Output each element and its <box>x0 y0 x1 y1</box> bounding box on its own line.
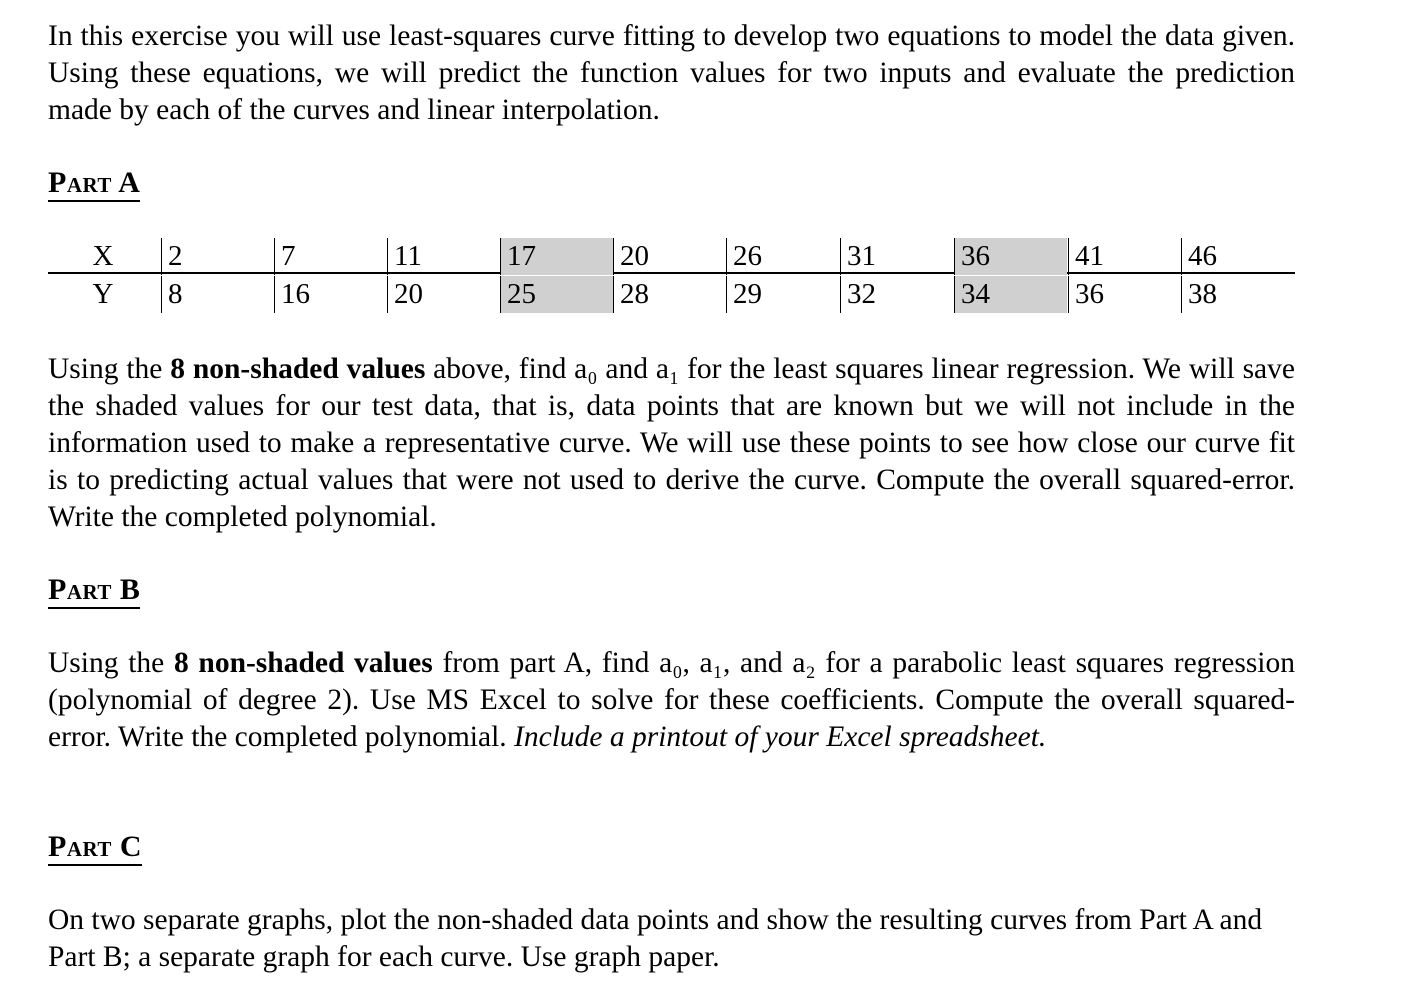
x-row-label: X <box>92 240 114 272</box>
x-value-cell: 7 <box>274 238 387 275</box>
y-value-cell: 25 <box>500 276 613 313</box>
part-c-paragraph: On two separate graphs, plot the non-shaded data points and show the resulting curves from Part A and Part B; a separate graph for each curve. Use graph paper. <box>48 904 1263 973</box>
x-value-cell: 36 <box>954 238 1067 275</box>
x-value-cell: 31 <box>840 238 953 275</box>
x-value-cell: 11 <box>387 238 500 275</box>
y-value-cell: 28 <box>613 276 726 313</box>
part-b-paragraph <box>48 645 1295 756</box>
x-value-cell: 2 <box>161 238 274 275</box>
y-value-cell: 38 <box>1181 276 1294 313</box>
part-a-paragraph <box>48 351 1295 536</box>
part-a-bold-text: 8 non-shaded values <box>170 353 426 385</box>
part-b-text-1: Using the <box>48 647 174 679</box>
part-b-italic-text: Include a printout of your Excel spreadsheet. <box>514 721 1047 753</box>
y-value-cell: 32 <box>840 276 953 313</box>
y-value-cell: 34 <box>954 276 1067 313</box>
x-value-cell: 26 <box>726 238 839 275</box>
part-b-heading: Part B <box>48 573 140 609</box>
part-c-heading: Part C <box>48 830 142 866</box>
part-a-heading: Part A <box>48 166 140 202</box>
x-value-cell: 46 <box>1181 238 1294 275</box>
part-a-text-2: above, find a₀ and a₁ for the least squares linear regression. We will save the shaded values for our test data, that is, data points that are known but we will not include in the information used to make a representative curve. We will use these points to see how close our curve fit is to predicting actual values that were not used to derive the curve. Compute the overall squared-error. Write the completed polynomial. <box>48 353 1295 533</box>
part-b-text-2: from part A, find a₀, a₁, and a₂ for a parabolic least squares regression (polynomial of degree 2). Use MS Excel to solve for these coefficients. Compute the overall squared-error. Write the completed polynomial. <box>48 647 1296 753</box>
y-value-cell: 16 <box>274 276 387 313</box>
part-a-text-1: Using the <box>48 353 171 385</box>
part-b-bold-text: 8 non-shaded values <box>173 647 433 679</box>
y-row-label: Y <box>92 278 114 310</box>
x-value-cell: 41 <box>1068 238 1181 275</box>
x-value-cell: 20 <box>613 238 726 275</box>
y-value-cell: 36 <box>1068 276 1181 313</box>
y-value-cell: 8 <box>161 276 274 313</box>
x-value-cell: 17 <box>500 238 613 275</box>
y-value-cell: 20 <box>387 276 500 313</box>
y-value-cell: 29 <box>726 276 839 313</box>
intro-paragraph: In this exercise you will use least-squares curve fitting to develop two equations to model the data given. Using these equations, we will predict the function values for two inputs and evaluate the prediction made by each of the curves and linear interpolation. <box>48 20 1295 126</box>
